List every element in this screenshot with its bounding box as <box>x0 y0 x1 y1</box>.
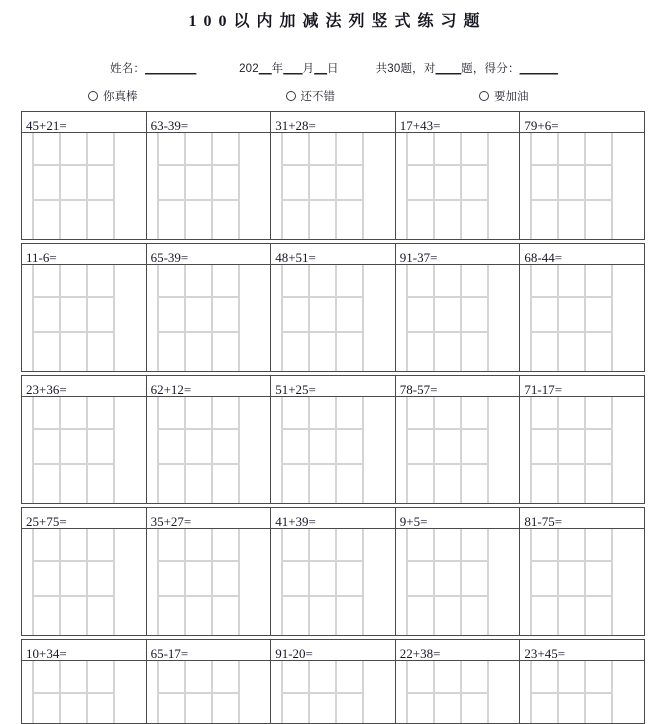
problem-expression: 41+39= <box>271 508 395 529</box>
grid-hline <box>281 331 364 333</box>
problem-cell[interactable] <box>520 112 644 239</box>
grid-vline <box>557 265 559 371</box>
rating-option-good[interactable] <box>286 88 336 104</box>
grid-hline <box>32 463 115 465</box>
grid-hline <box>32 199 115 201</box>
vertical-calc-area[interactable] <box>271 397 395 503</box>
vertical-calc-area[interactable] <box>520 661 644 723</box>
problem-cell[interactable] <box>520 640 644 723</box>
calc-grid[interactable] <box>530 661 639 723</box>
grid-vline <box>362 133 364 239</box>
grid-hline <box>157 692 240 694</box>
grid-hline <box>32 331 115 333</box>
grid-vline <box>433 265 435 371</box>
grid-vline <box>308 133 310 239</box>
date-month-blank[interactable]: ___ <box>283 63 303 75</box>
grid-hline <box>406 692 489 694</box>
grid-hline <box>530 595 613 597</box>
problem-expression: 23+45= <box>520 640 644 661</box>
grid-hline <box>406 164 489 166</box>
grid-vline <box>32 133 34 239</box>
grid-hline <box>32 560 115 562</box>
correct-count-blank[interactable]: ____ <box>435 63 462 75</box>
rating-spacer-1 <box>138 88 286 104</box>
vertical-calc-area[interactable] <box>22 529 146 635</box>
grid-vline <box>157 265 159 371</box>
name-label: 姓名： <box>109 63 146 75</box>
problem-expression: 31+28= <box>271 112 395 133</box>
calc-grid[interactable] <box>406 661 515 723</box>
grid-hline <box>530 331 613 333</box>
grid-hline <box>157 560 240 562</box>
problem-cell[interactable] <box>271 508 396 635</box>
problem-expression: 79+6= <box>520 112 644 133</box>
grid-vline <box>584 397 586 503</box>
problem-expression: 78-57= <box>396 376 520 397</box>
grid-vline <box>530 529 532 635</box>
grid-hline <box>530 199 613 201</box>
problem-cell[interactable] <box>22 640 147 723</box>
vertical-calc-area[interactable] <box>271 661 395 723</box>
calc-grid[interactable] <box>157 661 266 723</box>
grid-vline <box>184 397 186 503</box>
problem-cell[interactable] <box>147 112 272 239</box>
score-blank[interactable]: ______ <box>519 63 559 75</box>
grid-vline <box>406 265 408 371</box>
calc-grid[interactable] <box>157 397 266 503</box>
problem-row <box>21 507 645 636</box>
grid-vline <box>557 133 559 239</box>
grid-vline <box>530 397 532 503</box>
grid-vline <box>238 265 240 371</box>
problem-cell[interactable] <box>271 376 396 503</box>
problem-cell[interactable] <box>147 508 272 635</box>
problem-cell[interactable] <box>271 640 396 723</box>
problem-cell[interactable] <box>396 112 521 239</box>
grid-hline <box>32 692 115 694</box>
calc-grid[interactable] <box>157 529 266 635</box>
vertical-calc-area[interactable] <box>271 529 395 635</box>
grid-vline <box>157 529 159 635</box>
problem-row <box>21 639 645 724</box>
vertical-calc-area[interactable] <box>147 133 271 239</box>
date-year-prefix: 202 <box>239 63 259 75</box>
grid-vline <box>557 529 559 635</box>
grid-vline <box>433 529 435 635</box>
problem-expression: 51+25= <box>271 376 395 397</box>
grid-vline <box>584 133 586 239</box>
grid-vline <box>86 133 88 239</box>
circle-icon[interactable] <box>286 91 296 101</box>
grid-vline <box>113 133 115 239</box>
calc-grid[interactable] <box>281 661 390 723</box>
grid-vline <box>530 265 532 371</box>
grid-hline <box>157 296 240 298</box>
grid-vline <box>335 133 337 239</box>
grid-vline <box>611 265 613 371</box>
grid-vline <box>611 133 613 239</box>
problem-expression: 81-75= <box>520 508 644 529</box>
problem-cell[interactable] <box>520 376 644 503</box>
grid-hline <box>32 428 115 430</box>
grid-hline <box>32 164 115 166</box>
grid-hline <box>406 595 489 597</box>
problem-expression: 11-6= <box>22 244 146 265</box>
calc-grid[interactable] <box>281 529 390 635</box>
problem-expression: 62+12= <box>147 376 271 397</box>
problem-cell[interactable] <box>147 376 272 503</box>
problem-cell[interactable] <box>396 376 521 503</box>
grid-vline <box>611 397 613 503</box>
problem-row-inner <box>22 508 644 635</box>
grid-vline <box>86 397 88 503</box>
grid-vline <box>308 397 310 503</box>
calc-grid[interactable] <box>32 661 141 723</box>
problem-expression: 48+51= <box>271 244 395 265</box>
problem-expression: 22+38= <box>396 640 520 661</box>
problem-cell[interactable] <box>271 244 396 371</box>
problem-expression: 68-44= <box>520 244 644 265</box>
vertical-calc-area[interactable] <box>520 265 644 371</box>
student-info-line <box>0 60 668 76</box>
grid-hline <box>406 331 489 333</box>
grid-vline <box>157 397 159 503</box>
calc-grid[interactable] <box>32 133 141 239</box>
vertical-calc-area[interactable] <box>520 133 644 239</box>
grid-vline <box>308 529 310 635</box>
grid-hline <box>281 428 364 430</box>
problem-expression: 71-17= <box>520 376 644 397</box>
grid-vline <box>32 397 34 503</box>
problem-cell[interactable] <box>520 244 644 371</box>
grid-vline <box>406 133 408 239</box>
grid-vline <box>487 529 489 635</box>
circle-icon[interactable] <box>479 91 489 101</box>
problem-cell[interactable] <box>271 112 396 239</box>
grid-hline <box>406 560 489 562</box>
grid-vline <box>113 529 115 635</box>
grid-vline <box>86 265 88 371</box>
calc-grid[interactable] <box>406 133 515 239</box>
grid-hline <box>530 463 613 465</box>
grid-vline <box>460 397 462 503</box>
calc-grid[interactable] <box>157 133 266 239</box>
grid-hline <box>157 331 240 333</box>
grid-hline <box>281 595 364 597</box>
calc-grid[interactable] <box>32 529 141 635</box>
grid-vline <box>335 397 337 503</box>
calc-grid[interactable] <box>406 397 515 503</box>
grid-hline <box>406 428 489 430</box>
grid-vline <box>32 529 34 635</box>
problem-cell[interactable] <box>22 508 147 635</box>
grid-vline <box>406 397 408 503</box>
grid-hline <box>157 595 240 597</box>
grid-hline <box>157 463 240 465</box>
problem-blocks <box>0 111 668 724</box>
grid-vline <box>59 265 61 371</box>
calc-grid[interactable] <box>281 265 390 371</box>
calc-grid[interactable] <box>530 265 639 371</box>
circle-icon[interactable] <box>88 91 98 101</box>
grid-vline <box>238 133 240 239</box>
grid-vline <box>32 265 34 371</box>
grid-hline <box>32 296 115 298</box>
grid-vline <box>433 133 435 239</box>
vertical-calc-area[interactable] <box>396 397 520 503</box>
problem-cell[interactable] <box>22 244 147 371</box>
grid-vline <box>113 265 115 371</box>
problem-row <box>21 375 645 504</box>
grid-vline <box>362 265 364 371</box>
problem-cell[interactable] <box>147 244 272 371</box>
vertical-calc-area[interactable] <box>147 265 271 371</box>
grid-vline <box>184 265 186 371</box>
grid-vline <box>281 265 283 371</box>
problem-expression: 91-20= <box>271 640 395 661</box>
vertical-calc-area[interactable] <box>22 265 146 371</box>
problem-cell[interactable] <box>22 112 147 239</box>
vertical-calc-area[interactable] <box>147 397 271 503</box>
problem-cell[interactable] <box>520 508 644 635</box>
grid-hline <box>281 463 364 465</box>
grid-hline <box>530 560 613 562</box>
problem-cell[interactable] <box>396 640 521 723</box>
grid-hline <box>406 199 489 201</box>
calc-grid[interactable] <box>406 265 515 371</box>
correct-count-unit: 题，得分： <box>461 63 520 75</box>
problem-expression: 65-17= <box>147 640 271 661</box>
problem-expression: 10+34= <box>22 640 146 661</box>
date-month-unit: 月 <box>302 63 315 75</box>
grid-vline <box>487 397 489 503</box>
rating-label: 你真棒 <box>103 91 138 103</box>
grid-vline <box>460 265 462 371</box>
calc-grid[interactable] <box>281 133 390 239</box>
grid-vline <box>238 529 240 635</box>
date-day-blank[interactable]: __ <box>314 63 328 75</box>
grid-vline <box>211 133 213 239</box>
rating-label: 还不错 <box>300 91 335 103</box>
rating-row <box>0 88 668 104</box>
grid-vline <box>86 529 88 635</box>
calc-grid[interactable] <box>32 397 141 503</box>
vertical-calc-area[interactable] <box>520 529 644 635</box>
grid-vline <box>157 133 159 239</box>
grid-vline <box>530 133 532 239</box>
grid-vline <box>308 265 310 371</box>
grid-vline <box>557 397 559 503</box>
grid-hline <box>530 296 613 298</box>
problem-expression: 25+75= <box>22 508 146 529</box>
problem-row <box>21 111 645 240</box>
grid-vline <box>211 265 213 371</box>
grid-vline <box>487 265 489 371</box>
grid-vline <box>184 529 186 635</box>
grid-vline <box>487 133 489 239</box>
grid-vline <box>281 529 283 635</box>
grid-hline <box>281 692 364 694</box>
grid-hline <box>157 164 240 166</box>
grid-vline <box>113 397 115 503</box>
problem-cell[interactable] <box>147 640 272 723</box>
grid-vline <box>362 397 364 503</box>
rating-label: 要加油 <box>494 91 529 103</box>
grid-hline <box>281 199 364 201</box>
calc-grid[interactable] <box>530 397 639 503</box>
problem-expression: 45+21= <box>22 112 146 133</box>
calc-grid[interactable] <box>530 529 639 635</box>
vertical-calc-area[interactable] <box>520 397 644 503</box>
vertical-calc-area[interactable] <box>22 661 146 723</box>
problem-cell[interactable] <box>22 376 147 503</box>
grid-hline <box>530 692 613 694</box>
grid-hline <box>157 199 240 201</box>
problem-row-inner <box>22 112 644 239</box>
grid-vline <box>460 529 462 635</box>
grid-vline <box>406 529 408 635</box>
grid-hline <box>530 428 613 430</box>
date-year-unit: 年 <box>271 63 284 75</box>
grid-vline <box>184 133 186 239</box>
rating-option-excellent[interactable] <box>88 88 138 104</box>
problem-expression: 35+27= <box>147 508 271 529</box>
grid-hline <box>281 560 364 562</box>
grid-vline <box>335 265 337 371</box>
calc-grid[interactable] <box>530 133 639 239</box>
grid-vline <box>238 397 240 503</box>
problem-cell[interactable] <box>396 508 521 635</box>
grid-hline <box>406 296 489 298</box>
calc-grid[interactable] <box>281 397 390 503</box>
rating-option-tryharder[interactable] <box>479 88 529 104</box>
vertical-calc-area[interactable] <box>396 133 520 239</box>
grid-hline <box>281 164 364 166</box>
name-blank[interactable]: ________ <box>145 63 197 75</box>
problem-expression: 65-39= <box>147 244 271 265</box>
calc-grid[interactable] <box>157 265 266 371</box>
grid-vline <box>59 397 61 503</box>
grid-vline <box>59 529 61 635</box>
calc-grid[interactable] <box>406 529 515 635</box>
date-year-blank[interactable]: __ <box>258 63 272 75</box>
grid-vline <box>335 529 337 635</box>
calc-grid[interactable] <box>32 265 141 371</box>
grid-hline <box>281 296 364 298</box>
problem-expression: 91-37= <box>396 244 520 265</box>
grid-vline <box>281 397 283 503</box>
problem-expression: 17+43= <box>396 112 520 133</box>
problem-row-inner <box>22 244 644 371</box>
problem-row-inner <box>22 640 644 723</box>
rating-spacer-2 <box>335 88 479 104</box>
grid-hline <box>530 164 613 166</box>
grid-vline <box>281 133 283 239</box>
vertical-calc-area[interactable] <box>396 265 520 371</box>
vertical-calc-area[interactable] <box>271 133 395 239</box>
vertical-calc-area[interactable] <box>147 529 271 635</box>
vertical-calc-area[interactable] <box>147 661 271 723</box>
grid-vline <box>460 133 462 239</box>
grid-hline <box>406 463 489 465</box>
vertical-calc-area[interactable] <box>396 661 520 723</box>
vertical-calc-area[interactable] <box>396 529 520 635</box>
grid-vline <box>59 133 61 239</box>
grid-vline <box>611 529 613 635</box>
grid-hline <box>157 428 240 430</box>
grid-vline <box>433 397 435 503</box>
problem-expression: 23+36= <box>22 376 146 397</box>
problem-expression: 63-39= <box>147 112 271 133</box>
vertical-calc-area[interactable] <box>22 397 146 503</box>
grid-vline <box>584 529 586 635</box>
problem-row-inner <box>22 376 644 503</box>
grid-vline <box>584 265 586 371</box>
grid-vline <box>211 529 213 635</box>
grid-hline <box>32 595 115 597</box>
grid-vline <box>362 529 364 635</box>
date-day-unit: 日 <box>327 63 339 75</box>
page-title: 100以内加减法列竖式练习题 <box>188 13 487 30</box>
problem-expression: 9+5= <box>396 508 520 529</box>
problem-row <box>21 243 645 372</box>
grid-vline <box>211 397 213 503</box>
total-questions-label: 共30题，对 <box>375 63 436 75</box>
vertical-calc-area[interactable] <box>22 133 146 239</box>
vertical-calc-area[interactable] <box>271 265 395 371</box>
problem-cell[interactable] <box>396 244 521 371</box>
